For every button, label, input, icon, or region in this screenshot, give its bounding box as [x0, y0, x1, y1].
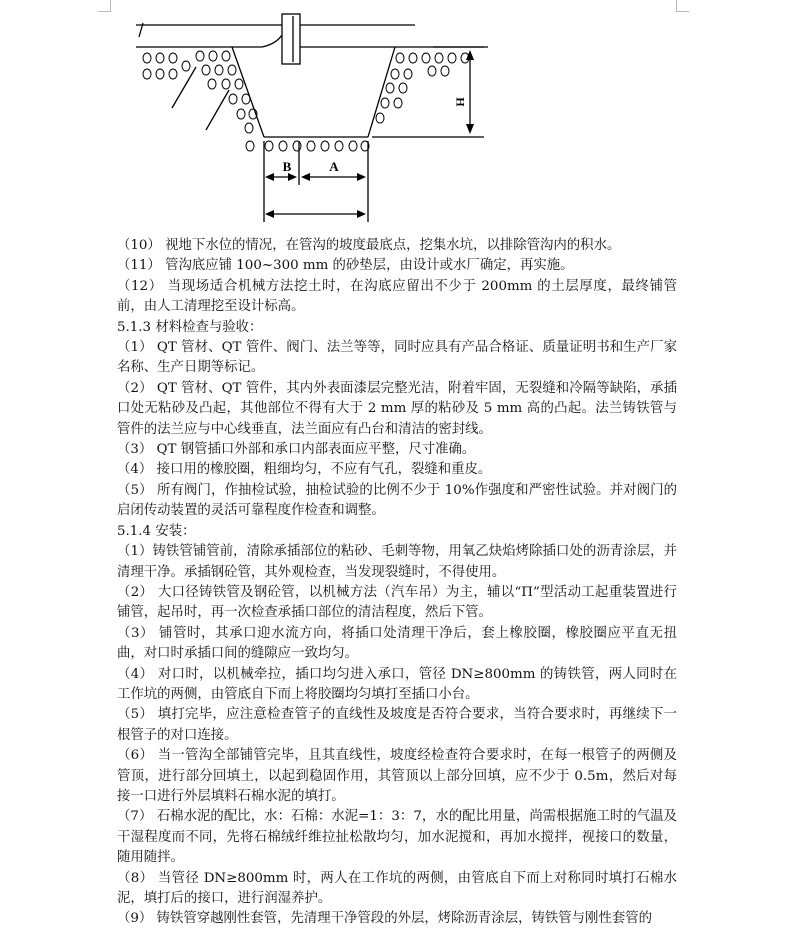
- section-heading-5-1-3: 5.1.3 材料检查与验收：: [117, 319, 263, 335]
- inspection-item-5: （5） 所有阀门，作抽检试验，抽检试验的比例不少于 10%作强度和严密性试验。并对阀门的启闭传动装置的灵活可靠程度作检查和调整。: [117, 482, 677, 519]
- install-item-7: （7） 石棉水泥的配比，水：石棉：水泥=1：3：7，水的配比用量，尚需根据施工时的气温及干湿程度而不同，先将石棉绒纤维拉扯松散均匀，加水泥搅和，再加水搅拌，视接口的数量，随用随拌。: [117, 809, 677, 866]
- install-item-5: （5） 填打完毕，应注意检查管子的直线性及坡度是否符合要求，当符合要求时，再继续下一根管子的对口连接。: [117, 707, 677, 743]
- inspection-item-1: （1） QT 管材、QT 管件、阀门、法兰等等，同时应具有产品合格证、质量证明书和生产厂家名称、生产日期等标记。: [117, 340, 677, 376]
- document-body: [117, 236, 677, 930]
- install-item-6: （6） 当一管沟全部铺管完毕，且其直线性，坡度经检查符合要求时，在每一根管子的两侧及管顶，进行部分回填土，以起到稳固作用，其管顶以上部分回填，应不少于 0.5m，然后对每接一口进行外层填料石棉水泥的填打。: [117, 748, 677, 804]
- install-item-9: （9） 铸铁管穿越刚性套管，先清理干净管段的外层，烤除沥青涂层，铸铁管与刚性套管的: [117, 911, 653, 927]
- install-item-4: （4） 对口时，以机械牵拉，插口均匀进入承口，管径 DN≥800mm 的铸铁管，两人同时在工作坑的两侧，由管底自下而上将胶圈均匀填打至插口小台。: [117, 666, 677, 702]
- pipe-bell-taper: [262, 35, 282, 47]
- leader-line-left-2: [206, 90, 229, 130]
- trench-right-wall: [368, 47, 395, 137]
- pipe-trench-diagram: [0, 0, 789, 232]
- install-item-8: （8） 当管径 DN≥800mm 时，两人在工作坑的两侧，由管底自下而上对称同时填打石棉水泥，填打后的接口，进行润湿养护。: [117, 870, 677, 906]
- item-10: （10） 视地下水位的情况，在管沟的坡度最底点，挖集水坑，以排除管沟内的积水。: [117, 238, 621, 253]
- pipe-bell-socket: [282, 14, 300, 64]
- section-heading-5-1-4: 5.1.4 安装：: [117, 523, 196, 539]
- label-h: H: [453, 97, 467, 107]
- label-b: B: [282, 159, 292, 174]
- soil-stones: [143, 51, 469, 151]
- item-11: （11） 管沟底应铺 100~300 mm 的砂垫层，由设计或水厂确定，再实施。: [117, 258, 574, 274]
- inspection-item-3: （3） QT 钢管插口外部和承口内部表面应平整，尺寸准确。: [117, 442, 476, 458]
- inspection-item-2: （2） QT 管材、QT 管件，其内外表面漆层完整光洁，附着牢固，无裂缝和冷隔等缺陷，承插口处无粘砂及凸起，其他部位不得有大于 2 mm 厚的粘砂及 5 mm 高的凸起。法兰铸铁管与管件的法兰应与中心线垂直，法兰面应有凸台和清洁的密封线。: [117, 380, 677, 437]
- install-item-3: （3） 铺管时，其承口迎水流方向，将插口处清理干净后，套上橡胶圈，橡胶圈应平直无扭曲，对口时承插口间的缝隙应一致均匀。: [117, 625, 677, 662]
- install-item-2: （2） 大口径铸铁管及钢砼管，以机械方法（汽车吊）为主，辅以“Π”型活动工起重装置进行铺管，起吊时，再一次检查承插口部位的清洁程度，然后下管。: [117, 584, 677, 621]
- inspection-item-4: （4） 接口用的橡胶圈，粗细均匀，不应有气孔，裂缝和重皮。: [117, 462, 492, 478]
- leader-line-left: [172, 67, 196, 108]
- item-12: （12） 当现场适合机械方法挖土时，在沟底应留出不少于 200mm 的土层厚度，最终铺管前，由人工清理挖至设计标高。: [117, 278, 677, 315]
- label-a: A: [329, 159, 339, 174]
- install-item-1: （1）铸铁管铺管前，清除承插部位的粘砂、毛刺等物，用氧乙炔焰烤除插口处的沥青涂层，并清理干净。承插钢砼管，其外观检查，当发现裂缝时，不得使用。: [117, 544, 677, 580]
